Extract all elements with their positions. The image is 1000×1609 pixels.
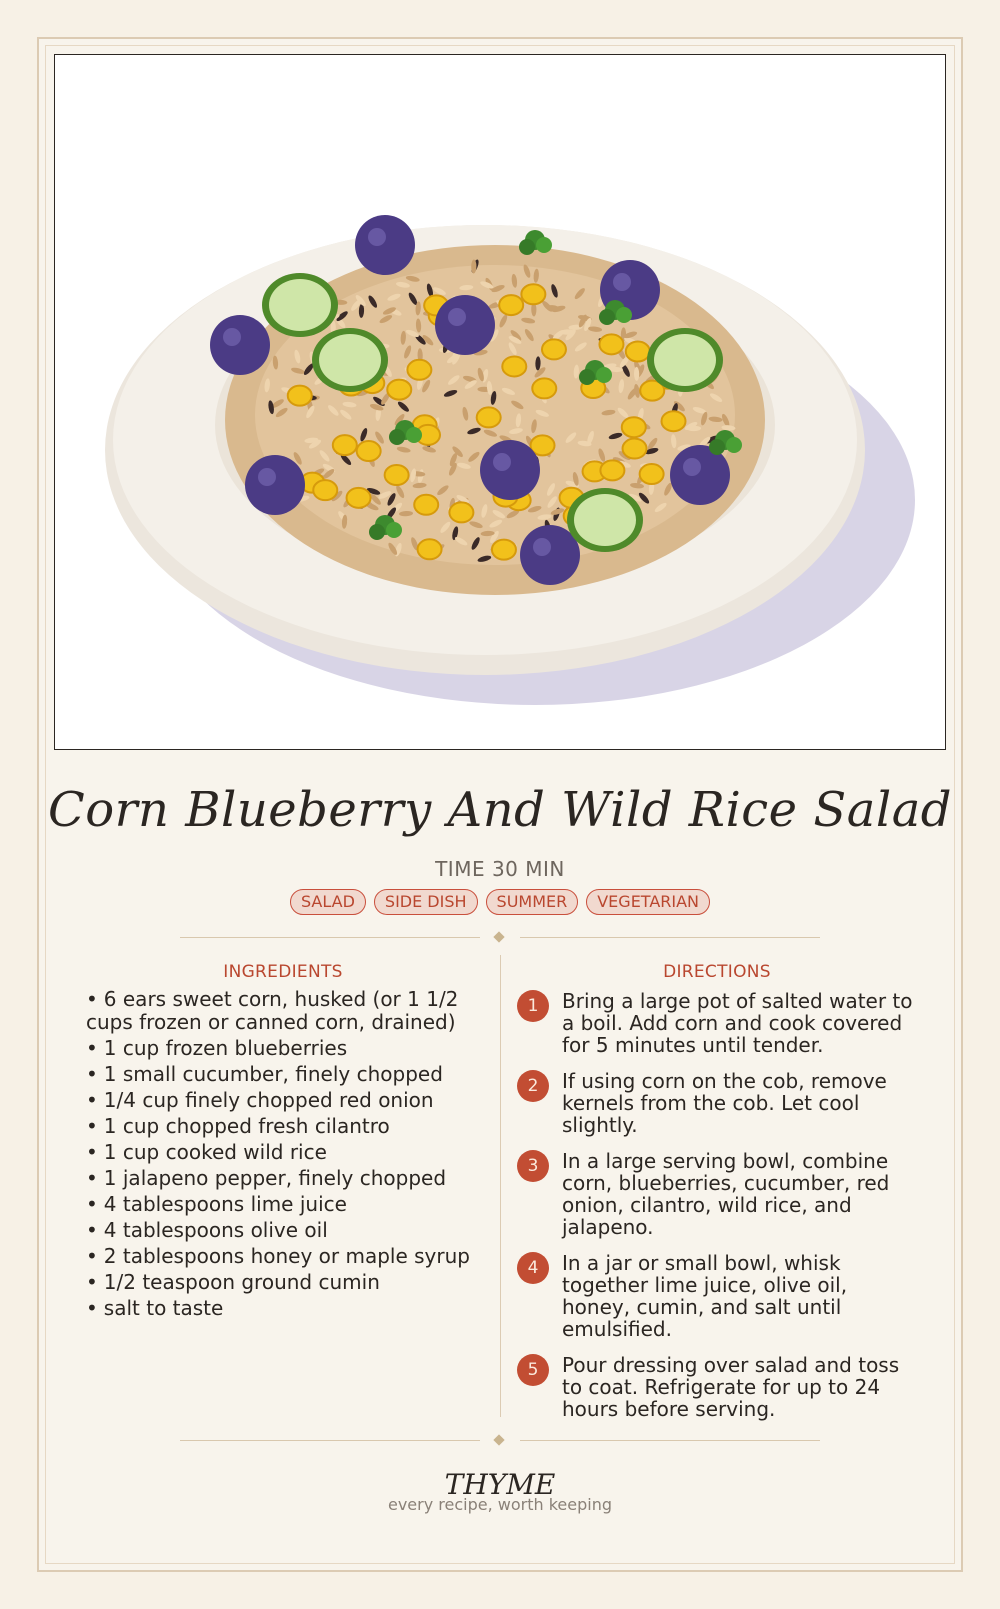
column-divider	[500, 955, 501, 1417]
corn-kernel	[449, 502, 473, 522]
corn-kernel	[640, 464, 664, 484]
blueberry	[435, 295, 495, 355]
corn-kernel	[347, 488, 371, 508]
ingredient-item: • 1/2 teaspoon ground cumin	[86, 1270, 380, 1294]
corn-kernel	[542, 339, 566, 359]
cilantro-leaf	[726, 437, 742, 453]
corn-kernel	[477, 407, 501, 427]
blueberry-highlight	[258, 468, 276, 486]
corn-kernel	[333, 435, 357, 455]
direction-step-1: 1 Bring a large pot of salted water to a boil. Add corn and cook covered for 5 minutes until tender.	[517, 990, 917, 1056]
cilantro-leaf	[389, 429, 405, 445]
corn-kernel	[407, 360, 431, 380]
corn-kernel	[626, 342, 650, 362]
blueberry-highlight	[448, 308, 466, 326]
tag-summer[interactable]: SUMMER	[486, 889, 579, 915]
ingredient-item: • salt to taste	[86, 1296, 224, 1320]
tag-list	[0, 889, 1000, 915]
corn-kernel	[502, 356, 526, 376]
brand-logo: THYME	[444, 1468, 556, 1501]
blueberry	[245, 455, 305, 515]
direction-step-2: 2 If using corn on the cob, remove kernels from the cob. Let cool slightly.	[517, 1070, 917, 1136]
corn-kernel	[622, 417, 646, 437]
cilantro-leaf	[616, 307, 632, 323]
corn-kernel	[662, 411, 686, 431]
cilantro-leaf	[596, 367, 612, 383]
ingredient-item: • 1 jalapeno pepper, finely chopped	[86, 1166, 447, 1190]
blueberry-highlight	[493, 453, 511, 471]
corn-kernel	[521, 284, 545, 304]
ingredient-item: • 6 ears sweet corn, husked (or 1 1/2 cups frozen or canned corn, drained)	[86, 987, 459, 1034]
brand-tagline: every recipe, worth keeping	[387, 1495, 612, 1514]
cucumber-flesh	[654, 334, 716, 386]
ingredients-heading: INGREDIENTS	[223, 962, 343, 982]
corn-kernel	[600, 460, 624, 480]
corn-kernel	[387, 380, 411, 400]
corn-kernel	[499, 295, 523, 315]
blueberry	[210, 315, 270, 375]
step-number-badge: 5	[517, 1354, 549, 1386]
tag-side-dish[interactable]: SIDE DISH	[374, 889, 478, 915]
tag-salad[interactable]: SALAD	[290, 889, 366, 915]
cilantro-leaf	[579, 369, 595, 385]
corn-kernel	[288, 386, 312, 406]
cucumber-flesh	[319, 334, 381, 386]
corn-kernel	[357, 441, 381, 461]
cilantro-leaf	[536, 237, 552, 253]
ingredient-item: • 1/4 cup finely chopped red onion	[86, 1088, 434, 1112]
corn-kernel	[599, 334, 623, 354]
recipe-title: Corn Blueberry And Wild Rice Salad	[47, 782, 953, 838]
cucumber-flesh	[574, 494, 636, 546]
corn-kernel	[313, 480, 337, 500]
direction-step-3: 3 In a large serving bowl, combine corn, blueberries, cucumber, red onion, cilantro, wild rice, and jalapeno.	[517, 1150, 917, 1238]
cilantro-leaf	[709, 439, 725, 455]
directions-list	[517, 990, 917, 1420]
step-number-badge: 4	[517, 1252, 549, 1284]
blueberry-highlight	[683, 458, 701, 476]
step-number-badge: 1	[517, 990, 549, 1022]
ingredient-item: • 1 small cucumber, finely chopped	[86, 1062, 443, 1086]
blueberry-highlight	[223, 328, 241, 346]
directions-heading: DIRECTIONS	[663, 962, 771, 982]
direction-step-5: 5 Pour dressing over salad and toss to coat. Refrigerate for up to 24 hours before serving.	[517, 1354, 917, 1420]
ingredient-item: • 1 cup frozen blueberries	[86, 1036, 348, 1060]
corn-kernel	[532, 378, 556, 398]
cook-time: TIME 30 MIN	[435, 857, 565, 881]
cilantro-leaf	[599, 309, 615, 325]
corn-kernel	[385, 465, 409, 485]
cilantro-leaf	[369, 524, 385, 540]
cilantro-leaf	[386, 522, 402, 538]
blueberry-highlight	[368, 228, 386, 246]
diamond-icon	[493, 931, 504, 942]
direction-step-4: 4 In a jar or small bowl, whisk together lime juice, olive oil, honey, cumin, and salt until emulsified.	[517, 1252, 917, 1340]
diamond-icon	[493, 1434, 504, 1445]
ingredient-item: • 1 cup chopped fresh cilantro	[86, 1114, 390, 1138]
blueberry	[355, 215, 415, 275]
salad-bowl-illustration	[55, 55, 946, 750]
corn-kernel	[414, 495, 438, 515]
ingredients-list	[86, 988, 486, 1323]
ingredient-item: • 4 tablespoons lime juice	[86, 1192, 347, 1216]
step-number-badge: 3	[517, 1150, 549, 1182]
blueberry-highlight	[613, 273, 631, 291]
blueberry	[670, 445, 730, 505]
cilantro-leaf	[519, 239, 535, 255]
step-number-badge: 2	[517, 1070, 549, 1102]
corn-kernel	[418, 539, 442, 559]
ingredient-item: • 1 cup cooked wild rice	[86, 1140, 327, 1164]
bottom-divider	[180, 1434, 820, 1448]
blueberry	[480, 440, 540, 500]
corn-kernel	[492, 540, 516, 560]
dish-illustration	[54, 54, 946, 750]
cilantro-leaf	[406, 427, 422, 443]
top-divider	[180, 931, 820, 945]
corn-kernel	[623, 439, 647, 459]
tag-vegetarian[interactable]: VEGETARIAN	[586, 889, 710, 915]
ingredient-item: • 4 tablespoons olive oil	[86, 1218, 328, 1242]
blueberry-highlight	[533, 538, 551, 556]
cucumber-flesh	[269, 279, 331, 331]
ingredient-item: • 2 tablespoons honey or maple syrup	[86, 1244, 470, 1268]
